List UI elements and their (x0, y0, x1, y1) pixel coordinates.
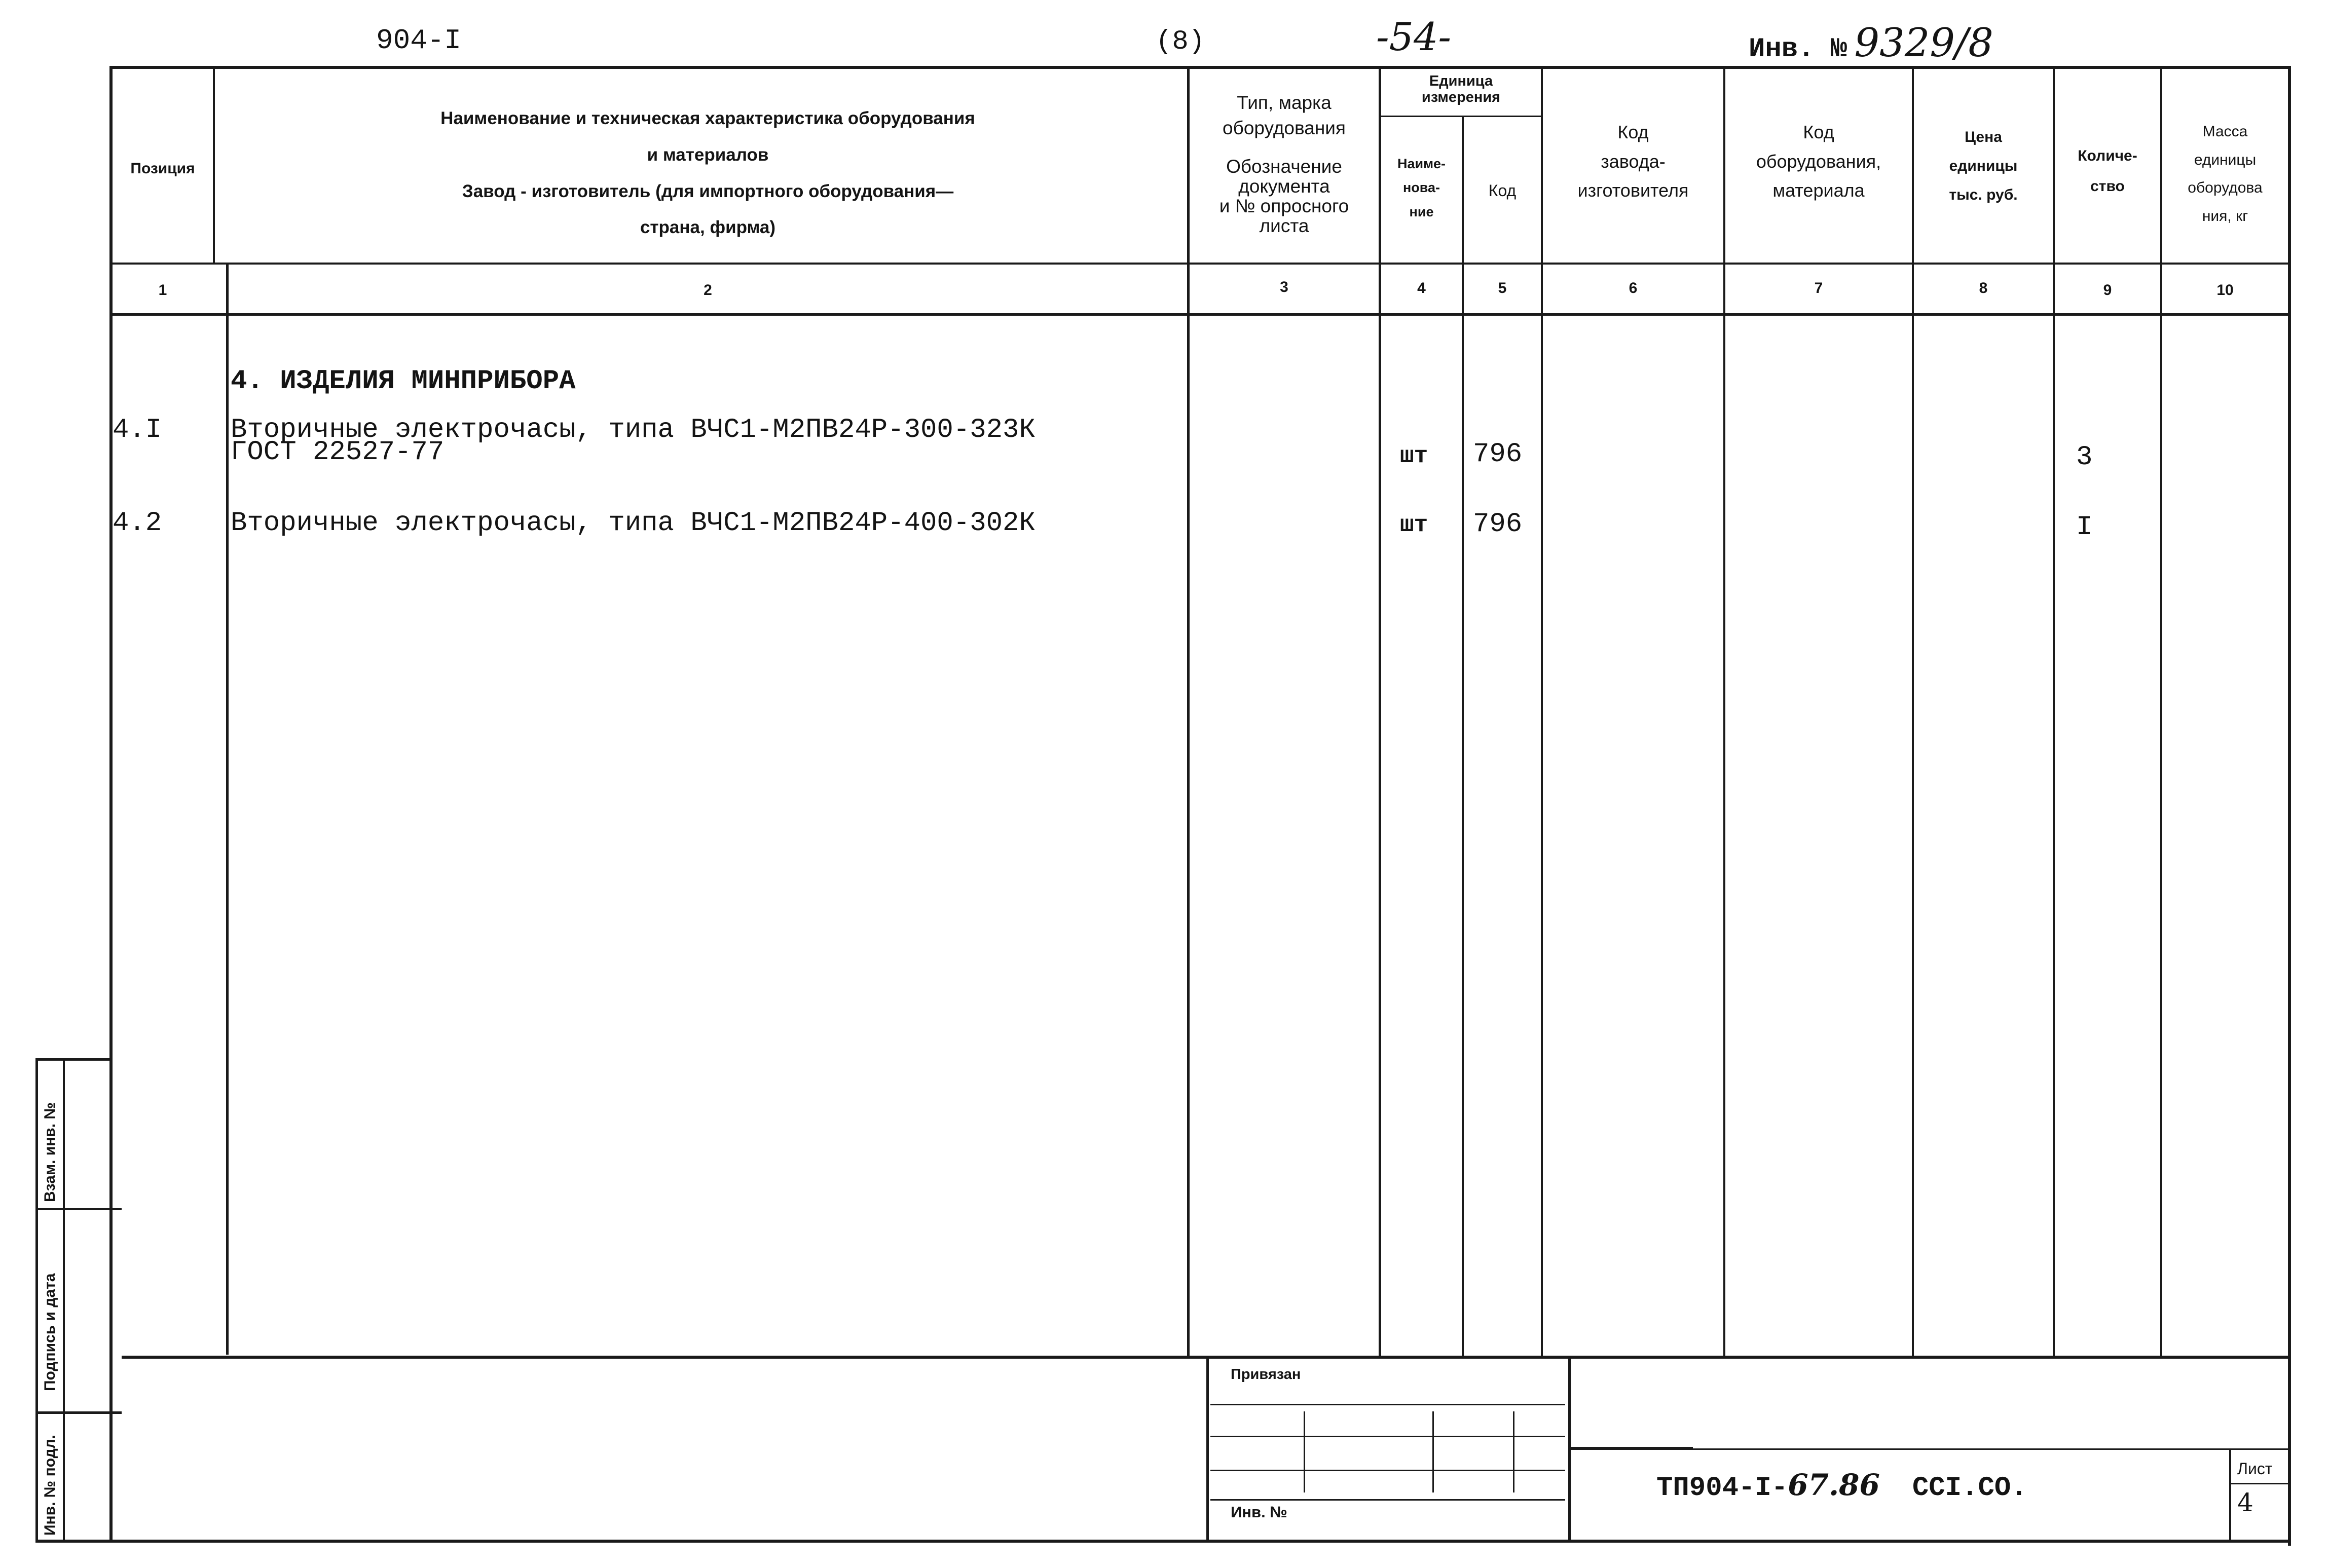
row-quantity: 3 (2076, 442, 2093, 473)
header-mass (2162, 118, 2288, 230)
section-title: 4. ИЗДЕЛИЯ МИНПРИБОРА (231, 366, 576, 397)
col-numbers-bottom-line (110, 313, 2290, 316)
inv-no-label: Инв. № (1231, 1503, 1287, 1521)
side-stamp-sep-2 (35, 1411, 122, 1414)
frame-right (2288, 66, 2291, 1546)
header-bottom-line (110, 263, 2290, 265)
col-sep-7 (1912, 66, 1914, 1356)
privyazan-grid-col (1513, 1411, 1514, 1492)
header-name-line: страна, фирма) (640, 217, 776, 238)
header-equip-code-line: Код (1803, 122, 1834, 142)
privyazan-grid-line (1210, 1436, 1565, 1437)
inventory-number: 9329/8 (1854, 20, 1993, 66)
row-position: 4.2 (113, 508, 162, 539)
header-position: Позиция (130, 160, 195, 177)
header-mass-line: ния, кг (2202, 207, 2248, 225)
header-doc-line: Обозначение (1226, 156, 1342, 177)
side-stamp-vzam: Взам. инв. № (42, 1102, 58, 1202)
side-stamp-sep-1 (35, 1208, 122, 1210)
row-name: Вторичные электрочасы, типа ВЧС1-М2ПВ24Р-400-302К (231, 508, 1036, 539)
document-code (1656, 1468, 2027, 1504)
header-unit-group (1381, 73, 1541, 106)
col-sep-2 (1187, 66, 1190, 1356)
row-name-standard: ГОСТ 22527-77 (231, 437, 445, 468)
col-number-6: 6 (1629, 280, 1638, 296)
col-number-7: 7 (1814, 280, 1823, 296)
sheet-value: 4 (2237, 1488, 2253, 1517)
privyazan-grid-line (1210, 1470, 1565, 1471)
header-factory-code-line: изготовителя (1577, 180, 1689, 201)
row-unit: шт (1400, 512, 1428, 538)
col-sep-5 (1541, 66, 1543, 1356)
unit-group-line (1380, 116, 1541, 117)
document-code-prefix: ТП904-I- (1656, 1473, 1788, 1504)
header-name-line: и материалов (647, 144, 769, 165)
series-number: 904-I (376, 24, 462, 57)
col-sep-9 (2160, 66, 2162, 1356)
title-block-line-b (1571, 1448, 2290, 1450)
header-name-line: Завод - изготовитель (для импортного оборудования— (462, 181, 954, 201)
header-quantity (2055, 141, 2160, 202)
col-number-3: 3 (1280, 279, 1288, 295)
sheet-label: Лист (2237, 1460, 2273, 1478)
col-number-10: 10 (2216, 282, 2234, 298)
col-number-1: 1 (158, 282, 167, 298)
header-doc (1190, 157, 1379, 236)
header-doc-line: и № опросного (1219, 195, 1349, 216)
sheet-number: (8) (1156, 26, 1205, 57)
document-code-handwritten: 67.86 (1788, 1468, 1880, 1502)
header-price-line: единицы (1949, 158, 2018, 174)
header-type (1190, 90, 1379, 141)
privyazan-grid-line (1210, 1499, 1565, 1501)
side-stamp-podpis: Подпись и дата (42, 1273, 58, 1391)
header-factory-code (1543, 118, 1723, 205)
header-equip-code (1725, 118, 1912, 205)
col-sep-6 (1723, 66, 1725, 1356)
header-quantity-line: ство (2090, 178, 2125, 195)
header-type-line: оборудования (1223, 117, 1346, 138)
header-unit-group-line: Единица (1429, 73, 1493, 89)
side-stamp-left (35, 1058, 38, 1542)
row-quantity: I (2076, 512, 2093, 543)
header-unit-code: Код (1488, 181, 1517, 200)
header-mass-line: оборудова (2188, 179, 2263, 196)
col-sep-8 (2053, 66, 2055, 1356)
frame-top (110, 66, 2291, 69)
col-number-8: 8 (1979, 280, 1988, 296)
header-mass-line: единицы (2194, 151, 2257, 168)
title-block-left (1206, 1356, 1209, 1542)
row-name: Вторичные электрочасы, типа ВЧС1-М2ПВ24Р-300-323К (231, 415, 1036, 445)
col-number-9: 9 (2103, 282, 2112, 298)
privyazan-label: Привязан (1231, 1366, 1301, 1383)
row-unit: шт (1400, 443, 1428, 469)
header-unit-group-line: измерения (1421, 89, 1501, 105)
inventory-label: Инв. № (1749, 34, 1847, 65)
col-number-2: 2 (704, 282, 712, 298)
header-equip-code-line: оборудования, (1756, 151, 1881, 172)
col-sep-3 (1379, 66, 1381, 1356)
header-factory-code-line: завода- (1601, 151, 1666, 172)
header-price-line: Цена (1965, 129, 2002, 145)
privyazan-grid-col (1432, 1411, 1434, 1492)
col-number-5: 5 (1498, 280, 1507, 296)
header-mass-line: Масса (2202, 123, 2248, 140)
privyazan-grid-col (1304, 1411, 1305, 1492)
col-sep-4 (1462, 116, 1464, 1356)
page-number: -54- (1376, 14, 1452, 59)
header-unit-name-line: Наиме- (1397, 156, 1446, 171)
header-unit-name-line: ние (1409, 204, 1434, 219)
header-quantity-line: Количе- (2078, 147, 2137, 164)
side-stamp-divider (63, 1058, 65, 1542)
header-doc-line: листа (1259, 215, 1309, 236)
row-unit-code: 796 (1473, 439, 1523, 470)
header-unit-name-line: нова- (1402, 180, 1440, 196)
document-code-suffix: ССI.СО. (1912, 1473, 2027, 1504)
header-price (1914, 123, 2053, 209)
title-block-sheet-line (2229, 1483, 2290, 1484)
header-unit-name (1381, 152, 1462, 224)
header-name (229, 100, 1187, 246)
frame-bottom (35, 1540, 2291, 1543)
row-unit-code: 796 (1473, 509, 1523, 540)
title-block-sheet-left (2229, 1448, 2231, 1542)
header-type-line: Тип, марка (1237, 92, 1332, 113)
header-price-line: тыс. руб. (1949, 186, 2018, 203)
header-factory-code-line: Код (1617, 122, 1649, 142)
col-sep-1 (226, 263, 229, 1355)
col-number-4: 4 (1417, 280, 1426, 296)
header-doc-line: документа (1238, 175, 1330, 197)
row-position: 4.I (113, 415, 162, 445)
privyazan-grid-line (1210, 1404, 1565, 1405)
side-stamp-inv-podl: Инв. № подл. (42, 1434, 58, 1536)
col-sep-1-head (213, 66, 215, 265)
header-equip-code-line: материала (1772, 180, 1865, 201)
inventory-stamp (1749, 20, 1993, 66)
side-stamp-top (35, 1058, 112, 1061)
header-name-line: Наименование и техническая характеристика оборудования (440, 108, 975, 128)
